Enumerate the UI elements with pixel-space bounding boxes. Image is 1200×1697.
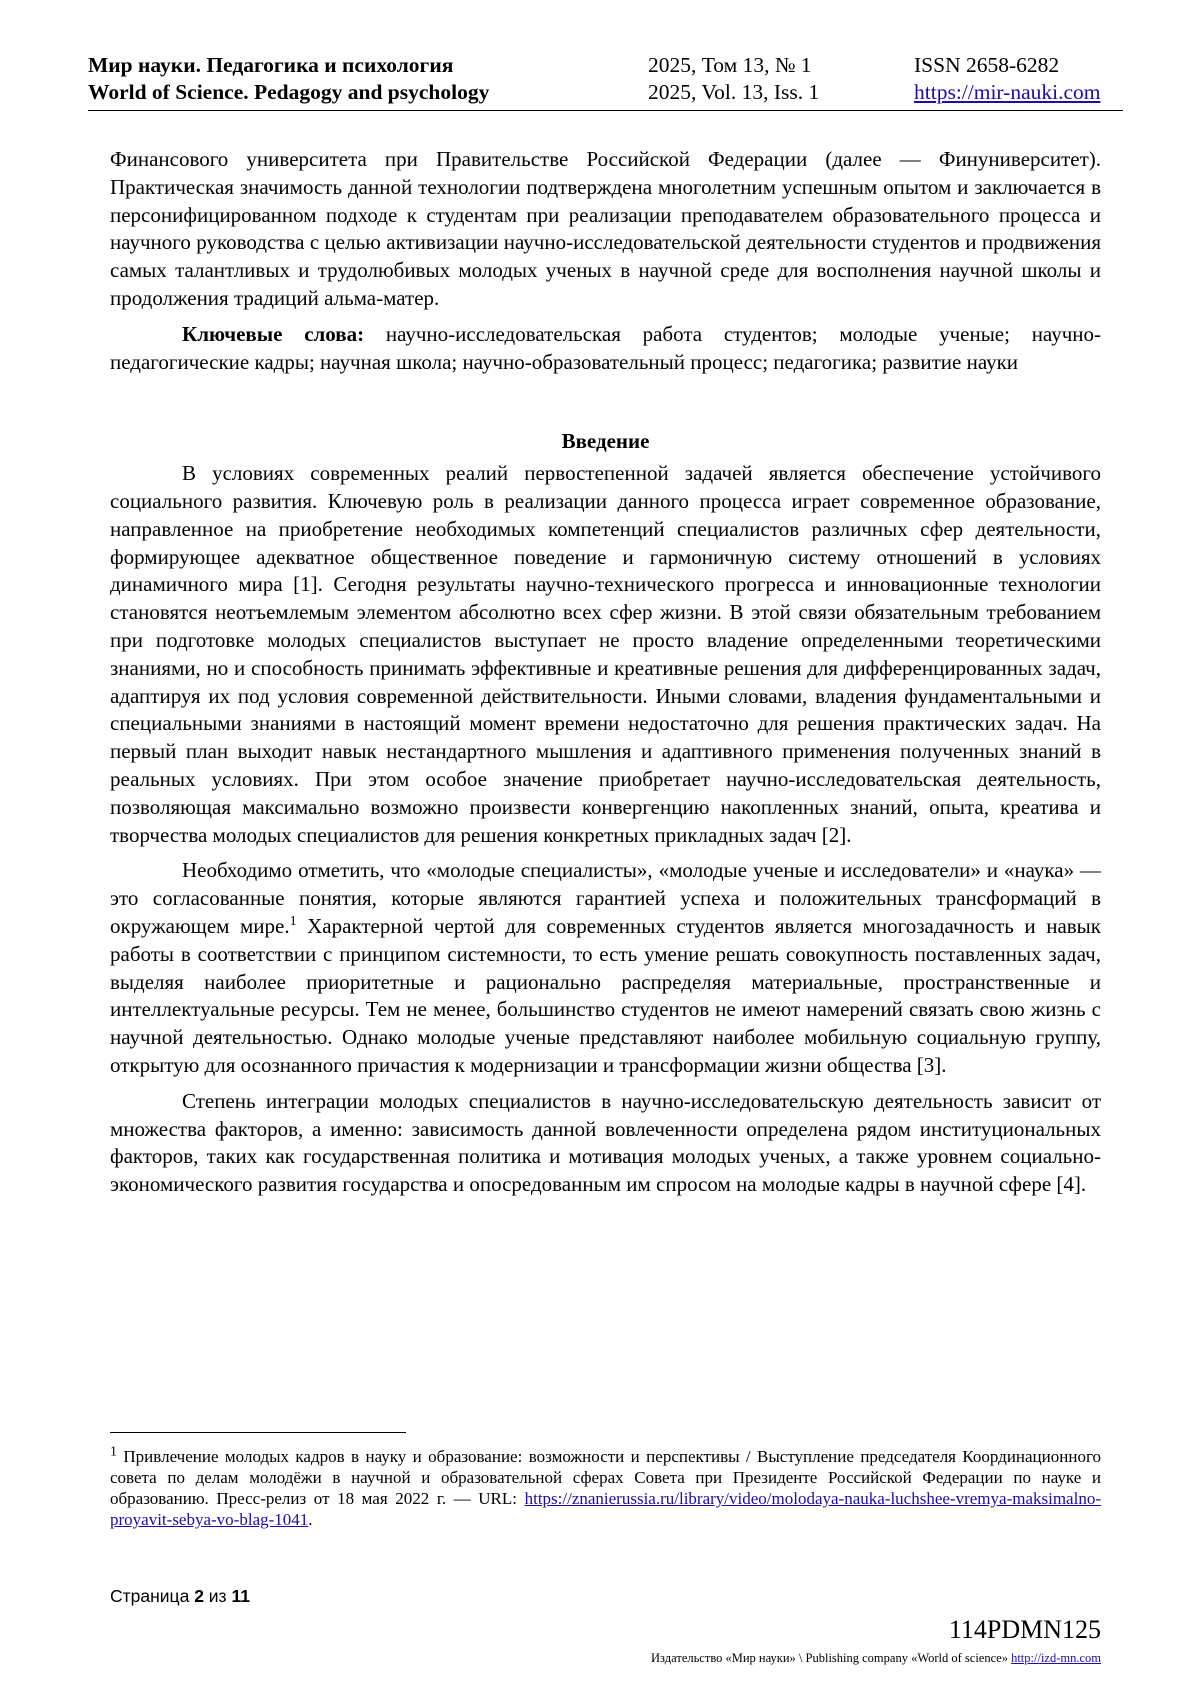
keywords-label: Ключевые слова:	[182, 321, 365, 346]
header-divider	[88, 110, 1123, 111]
issn-block	[914, 52, 1100, 106]
journal-title-ru: Мир науки. Педагогика и психология	[88, 53, 454, 77]
footnote	[110, 1446, 1101, 1530]
publisher-link[interactable]: http://izd-mn.com	[1011, 1651, 1101, 1665]
paragraph-2	[110, 857, 1101, 1079]
footnote-divider	[110, 1432, 406, 1433]
article-code: 114PDMN125	[948, 1615, 1101, 1644]
keywords	[110, 321, 1101, 377]
issue-en: 2025, Vol. 13, Iss. 1	[648, 80, 820, 104]
paragraph-3: Степень интеграции молодых специалистов в научно-исследовательскую деятельность зависит от множества факторов, а именно: зависимость данной вовлеченности определена рядом институциональных факторов, таких как государственная политика и мотивация молодых ученых, а также уровнем социально-экономического развития государства и опосредованным им спросом на молодые кадры в научной сфере [4].	[110, 1088, 1101, 1197]
footnote-ref: 1	[289, 913, 297, 929]
issue-info	[648, 52, 819, 106]
journal-title-en: World of Science. Pedagogy and psychology	[88, 80, 490, 104]
publisher-line	[651, 1651, 1101, 1666]
page-prefix: Страница	[110, 1586, 195, 1606]
journal-header	[88, 52, 1123, 112]
article-body	[110, 146, 1101, 1199]
footnote-link[interactable]: https://znanierussia.ru/library/video/molodaya-nauka-luchshee-vremya-maksimalno-proyavit-sebya-vo-blag-1041	[110, 1489, 1101, 1529]
keywords-text: научно-исследовательская работа студентов; молодые ученые; научно-педагогические кадры; научная школа; научно-образовательный процесс; педагогика; развитие науки	[110, 321, 1101, 374]
page-current: 2	[194, 1586, 204, 1606]
page-number	[110, 1586, 250, 1607]
footnote-number: 1	[110, 1444, 117, 1460]
paragraph-2-part-a: Необходимо отметить, что «молодые специалисты», «молодые ученые и исследователи» и «наука» — это согласованные понятия, которые являются гарантией успеха и положительных трансформаций в окружающем мире.	[110, 858, 1101, 938]
issue-ru: 2025, Том 13, № 1	[648, 53, 812, 77]
paragraph-2-part-b: Характерной чертой для современных студентов является многозадачность и навык работы в соответствии с принципом системности, то есть умение решать совокупность поставленных задач, выделяя наиболее приоритетные и рационально распределяя материальные, пространственные и интеллектуальные ресурсы. Тем не менее, большинство студентов не имеют намерений связать свою жизнь с научной деятельностью. Однако молодые ученые представляют наиболее мобильную социальную группу, открытую для осознанного причастия к модернизации и трансформации жизни общества [3].	[110, 913, 1101, 1077]
issn: ISSN 2658-6282	[914, 53, 1060, 77]
journal-title	[88, 52, 489, 106]
section-heading: Введение	[561, 429, 650, 454]
footnote-end: .	[308, 1510, 313, 1529]
page-total: 11	[231, 1586, 250, 1606]
publisher-text: Издательство «Мир науки» \ Publishing company «World of science»	[651, 1651, 1012, 1665]
footnote-text: Привлечение молодых кадров в науку и образование: возможности и перспективы / Выступление председателя Координационного совета по делам молодёжи в научной и образовательной сферах Совета при Президенте Российской Федерации по науке и образованию. Пресс-релиз от 18 мая 2022 г. — URL:	[110, 1447, 1101, 1508]
journal-url-link[interactable]: https://mir-nauki.com	[914, 80, 1101, 104]
paragraph-1: В условиях современных реалий первостепенной задачей является обеспечение устойчивого социального развития. Ключевую роль в реализации данного процесса играет современное образование, направленное на приобретение необходимых компетенций специалистов различных сфер деятельности, формирующее адекватное общественное поведение и гармоничную систему отношений в условиях динамичного мира [1]. Сегодня результаты научно-технического прогресса и инновационные технологии становятся неотъемлемым элементом абсолютно всех сфер жизни. В этой связи обязательным требованием при подготовке молодых специалистов выступает не просто владение определенными теоретическими знаниями, но и способность принимать эффективные и креативные решения для дифференцированных задач, адаптируя их под условия современной действительности. Иными словами, владения фундаментальными и специальными знаниями в настоящий момент времени недостаточно для решения практических задач. На первый план выходит навык нестандартного мышления и адаптивного применения полученных знаний в реальных условиях. При этом особое значение приобретает научно-исследовательская деятельность, позволяющая максимально возможно произвести конвергенцию накопленных знаний, опыта, креатива и творчества молодых специалистов для решения конкретных прикладных задач [2].	[110, 461, 1101, 847]
page-sep: из	[203, 1586, 232, 1606]
abstract-end: Финансового университета при Правительстве Российской Федерации (далее — Финуниверситет). Практическая значимость данной технологии подтверждена многолетним успешным опытом и заключается в персонифицированном подходе к студентам при реализации преподавателем образовательного процесса и научного руководства с целью активизации научно-исследовательской деятельности студентов и продвижения самых талантливых и трудолюбивых молодых ученых в научной среде для восполнения научной школы и продолжения традиций альма-матер.	[110, 147, 1101, 310]
